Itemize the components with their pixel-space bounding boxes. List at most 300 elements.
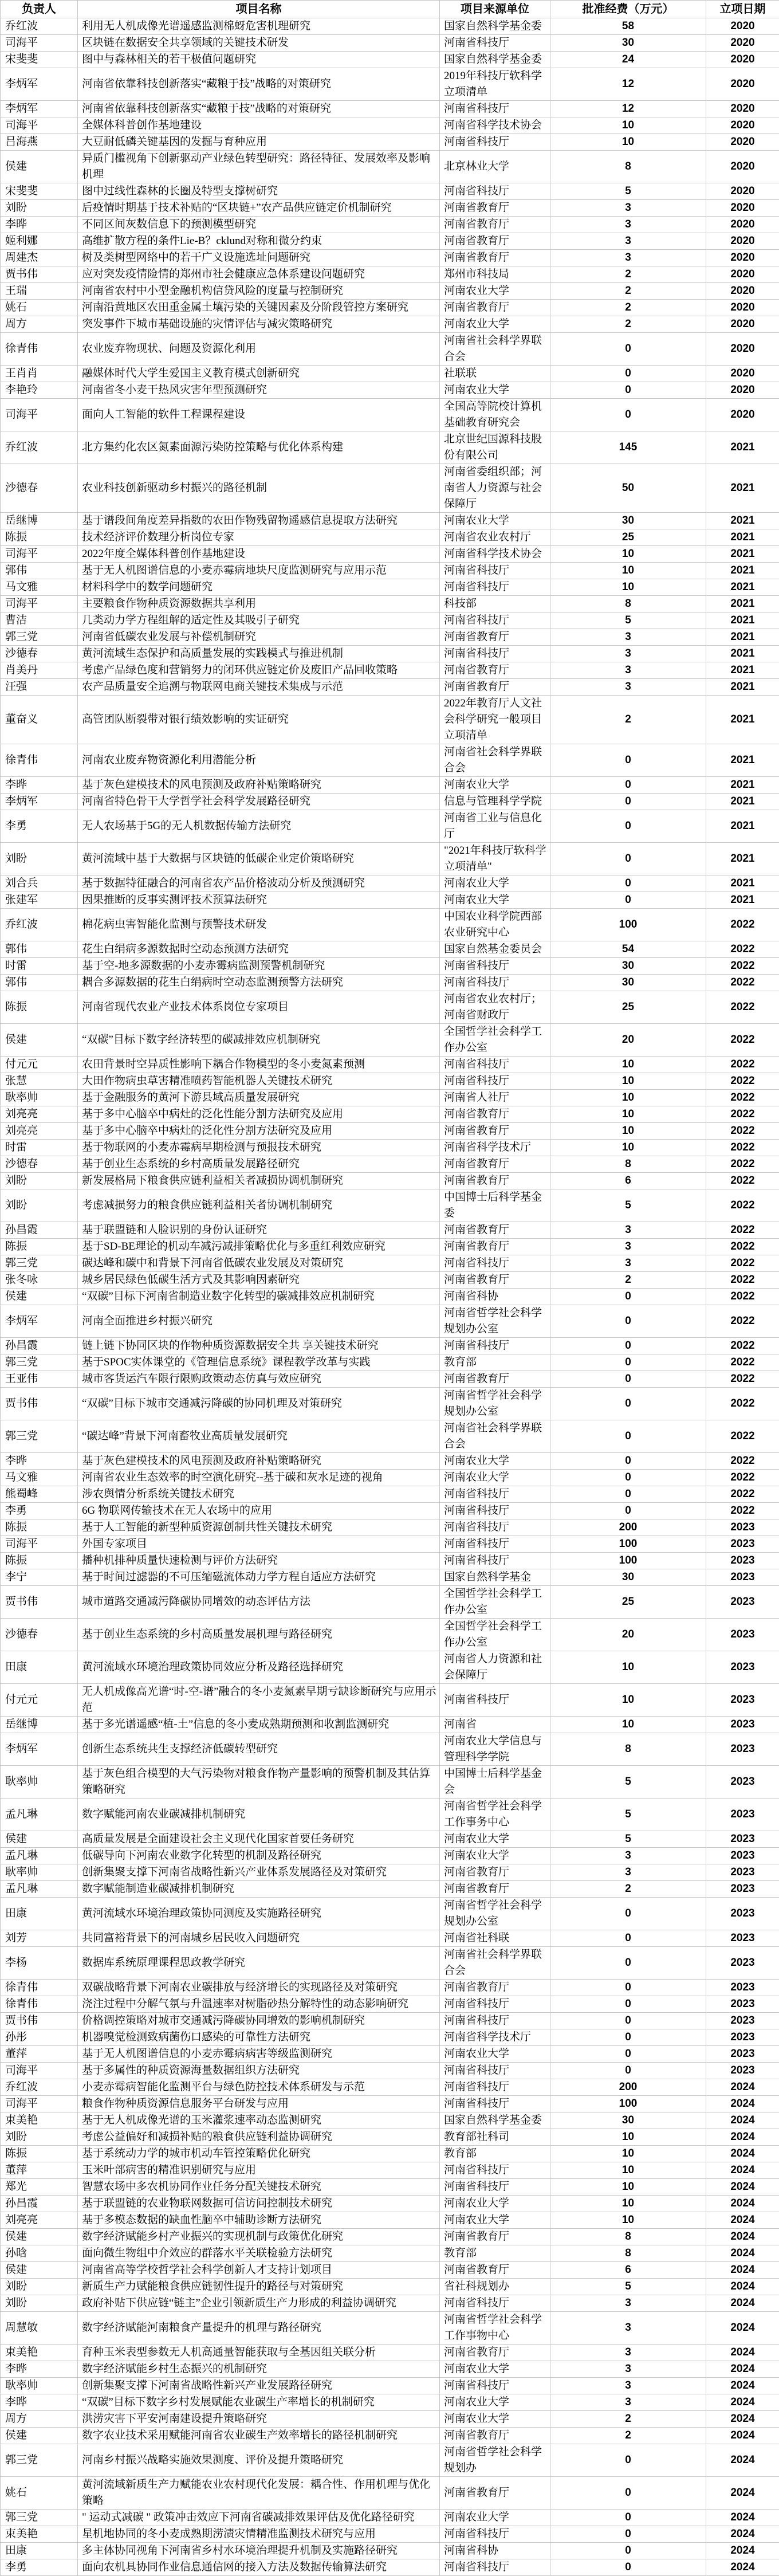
cell-start-date: 2020	[706, 300, 779, 316]
cell-start-date: 2023	[706, 1980, 779, 1996]
table-row	[1, 2229, 779, 2245]
cell-person: 郭三党	[1, 629, 78, 646]
cell-person: 李宁	[1, 1569, 78, 1586]
cell-start-date: 2022	[706, 1371, 779, 1388]
cell-approved-funding: 0	[550, 2046, 706, 2063]
cell-project-name: 河南沿黄地区农田重金属土壤污染的关键因素及分阶段管控方案研究	[78, 300, 440, 316]
cell-source-unit: 河南省教育厅	[440, 679, 550, 696]
cell-source-unit: 河南省哲学社会科学规划办公室	[440, 1898, 550, 1930]
cell-start-date: 2021	[706, 513, 779, 529]
table-row	[1, 1799, 779, 1831]
table-row	[1, 1717, 779, 1733]
cell-source-unit: 省社科规划办	[440, 2279, 550, 2295]
cell-start-date: 2022	[706, 975, 779, 991]
cell-source-unit: 中国博士后科学基金委	[440, 1189, 550, 1222]
cell-approved-funding: 30	[550, 1569, 706, 1586]
cell-start-date: 2024	[706, 2146, 779, 2162]
cell-project-name: 考虑减损努力的粮食供应链利益相关者协调机制研究	[78, 1189, 440, 1222]
cell-start-date: 2022	[706, 1156, 779, 1173]
cell-source-unit: 河南农业大学	[440, 777, 550, 794]
cell-approved-funding: 3	[550, 1864, 706, 1881]
cell-person: 贾书伟	[1, 1586, 78, 1619]
cell-person: 李晔	[1, 777, 78, 794]
cell-source-unit: 河南省科技厅	[440, 1338, 550, 1354]
cell-start-date: 2021	[706, 875, 779, 892]
table-row	[1, 333, 779, 366]
table-row	[1, 2179, 779, 2196]
cell-approved-funding: 10	[550, 1684, 706, 1717]
cell-person: 时雷	[1, 1140, 78, 1156]
cell-start-date: 2021	[706, 744, 779, 777]
table-row	[1, 1388, 779, 1420]
cell-source-unit: 河南省科协	[440, 2543, 550, 2559]
cell-project-name: 农田背景时空异质性影响下耦合作物模型的冬小麦氮素预测	[78, 1057, 440, 1073]
table-row	[1, 1255, 779, 1272]
cell-start-date: 2023	[706, 2046, 779, 2063]
cell-person: 沙德春	[1, 464, 78, 513]
cell-start-date: 2021	[706, 810, 779, 843]
table-row	[1, 250, 779, 266]
cell-approved-funding: 0	[550, 1371, 706, 1388]
cell-approved-funding: 10	[550, 563, 706, 579]
cell-approved-funding: 0	[550, 810, 706, 843]
cell-project-name: 基于联盟链和人脸识别的身份认证研究	[78, 1222, 440, 1239]
cell-project-name: 基于多中心脑卒中病灶的泛化性能分割方法研究及应用	[78, 1106, 440, 1123]
cell-start-date: 2022	[706, 958, 779, 975]
table-row	[1, 1338, 779, 1354]
cell-approved-funding: 10	[550, 1090, 706, 1106]
cell-approved-funding: 0	[550, 1305, 706, 1338]
cell-source-unit: 河南农业大学	[440, 2212, 550, 2229]
cell-approved-funding: 8	[550, 2245, 706, 2262]
table-row	[1, 2046, 779, 2063]
cell-project-name: 河南省依靠科技创新落实“藏粮于技”战略的对策研究	[78, 68, 440, 101]
cell-approved-funding: 10	[550, 134, 706, 151]
cell-project-name: 因果推断的反事实测评技术预算法研究	[78, 892, 440, 909]
table-row	[1, 975, 779, 991]
cell-person: 束美艳	[1, 2345, 78, 2361]
cell-approved-funding: 3	[550, 629, 706, 646]
table-row	[1, 382, 779, 399]
cell-person: 李勇	[1, 2559, 78, 2576]
cell-start-date: 2021	[706, 596, 779, 612]
cell-source-unit: 河南省科技厅	[440, 958, 550, 975]
cell-source-unit: 河南省教育厅	[440, 1272, 550, 1289]
cell-source-unit: 河南省教育厅	[440, 1371, 550, 1388]
cell-project-name: 基于无人机图谱信息的小麦赤霉病病害等级监测研究	[78, 2046, 440, 2063]
cell-project-name: 基于SPOC实体课堂的《管理信息系统》课程教学改革与实践	[78, 1354, 440, 1371]
cell-approved-funding: 2	[550, 2411, 706, 2428]
cell-start-date: 2020	[706, 35, 779, 52]
cell-person: 陈振	[1, 1553, 78, 1569]
cell-approved-funding: 0	[550, 1453, 706, 1470]
cell-source-unit: 河南省教育厅	[440, 1222, 550, 1239]
table-row	[1, 1733, 779, 1766]
cell-project-name: 播种机排种质量快速检测与评价方法研究	[78, 1553, 440, 1569]
cell-start-date: 2021	[706, 794, 779, 810]
cell-project-name: 机器嗅觉检测致病菌伤口感染的可靠性方法研究	[78, 2029, 440, 2046]
cell-project-name: 河南省低碳农业发展与补偿机制研究	[78, 629, 440, 646]
cell-source-unit: 全国高等院校计算机基础教育研究会	[440, 399, 550, 431]
cell-person: 贾书伟	[1, 266, 78, 283]
cell-source-unit: 中国博士后科学基金会	[440, 1766, 550, 1799]
cell-project-name: 河南省农业生态效率的时空演化研究--基于碳和灰水足迹的视角	[78, 1470, 440, 1486]
cell-approved-funding: 54	[550, 941, 706, 958]
cell-approved-funding: 10	[550, 1073, 706, 1090]
cell-source-unit: 社联联	[440, 366, 550, 382]
cell-project-name: 主要粮食作物种质资源数据共享利用	[78, 596, 440, 612]
cell-person: 侯建	[1, 1289, 78, 1305]
table-body	[1, 18, 779, 2576]
cell-approved-funding: 2	[550, 696, 706, 744]
cell-project-name: 农产品质量安全追溯与物联网电商关键技术集成与示范	[78, 679, 440, 696]
cell-person: 孙昌霞	[1, 1222, 78, 1239]
cell-start-date: 2023	[706, 1996, 779, 2013]
cell-source-unit: 河南省科技厅	[440, 1684, 550, 1717]
cell-approved-funding: 0	[550, 1289, 706, 1305]
table-row	[1, 1553, 779, 1569]
cell-project-name: 无人农场基于5G的无人机数据传输方法研究	[78, 810, 440, 843]
cell-person: 刘芳	[1, 1930, 78, 1947]
cell-approved-funding: 10	[550, 1057, 706, 1073]
cell-person: 王亚伟	[1, 1371, 78, 1388]
cell-start-date: 2024	[706, 2345, 779, 2361]
cell-person: 郭三党	[1, 1354, 78, 1371]
cell-source-unit: 河南省工业与信息化厅	[440, 810, 550, 843]
cell-approved-funding: 30	[550, 513, 706, 529]
cell-project-name: 星机地协同的冬小麦成熟期涝渍灾情精准监测技术研究与应用	[78, 2526, 440, 2543]
cell-start-date: 2022	[706, 1272, 779, 1289]
cell-approved-funding: 3	[550, 2378, 706, 2394]
cell-person: 汪强	[1, 679, 78, 696]
cell-start-date: 2021	[706, 563, 779, 579]
header-start-date: 立项日期	[706, 1, 779, 18]
cell-start-date: 2023	[706, 1848, 779, 1864]
cell-project-name: 数字经济赋能乡村产业振兴的实现机制与政策优化研究	[78, 2229, 440, 2245]
cell-project-name: 黄河流域生态保护和高质量发展的实践模式与推进机制	[78, 646, 440, 662]
table-row	[1, 2543, 779, 2559]
table-row	[1, 875, 779, 892]
cell-source-unit: 河南省社会科学界联合会	[440, 333, 550, 366]
cell-start-date: 2021	[706, 662, 779, 679]
cell-approved-funding: 0	[550, 2013, 706, 2029]
cell-source-unit: 河南农业大学	[440, 316, 550, 333]
cell-approved-funding: 30	[550, 35, 706, 52]
cell-source-unit: 河南省农业农村厅；河南省财政厅	[440, 991, 550, 1024]
cell-project-name: 河南省特色骨干大学哲学社会科学发展路径研究	[78, 794, 440, 810]
cell-person: 李炳军	[1, 101, 78, 117]
cell-project-name: 新质生产力赋能粮食供应链韧性提升的路径与对策研究	[78, 2279, 440, 2295]
cell-source-unit: 河南省科学技术厅	[440, 2029, 550, 2046]
cell-person: 孙晗	[1, 2245, 78, 2262]
table-row	[1, 1519, 779, 1536]
cell-source-unit: 河南农业大学	[440, 382, 550, 399]
cell-source-unit: 河南省科技厅	[440, 1073, 550, 1090]
cell-project-name: 基于灰色组合模型的大气污染物对粮食作物产量影响的预警机制及其估算策略研究	[78, 1766, 440, 1799]
table-row	[1, 579, 779, 596]
table-row	[1, 1503, 779, 1519]
cell-approved-funding: 5	[550, 612, 706, 629]
cell-project-name: 基于灰色建模技术的风电预测及政府补贴策略研究	[78, 777, 440, 794]
header-project-name: 项目名称	[78, 1, 440, 18]
cell-source-unit: 河南省教育厅	[440, 2477, 550, 2510]
cell-person: 孟凡琳	[1, 1799, 78, 1831]
cell-project-name: 育种玉米表型参数无人机高通量智能获取与全基因组关联分析	[78, 2345, 440, 2361]
header-person: 负责人	[1, 1, 78, 18]
table-row	[1, 2262, 779, 2279]
cell-start-date: 2020	[706, 117, 779, 134]
cell-project-name: 基于创业生态系统的乡村高质量发展机理与路径研究	[78, 1619, 440, 1651]
header-source-unit: 项目来源单位	[440, 1, 550, 18]
cell-start-date: 2023	[706, 1569, 779, 1586]
cell-source-unit: 郑州市科技局	[440, 266, 550, 283]
cell-start-date: 2023	[706, 1947, 779, 1980]
cell-source-unit: 河南省	[440, 1717, 550, 1733]
cell-project-name: 花生白绢病多源数据时空动态预测方法研究	[78, 941, 440, 958]
cell-person: 郭伟	[1, 941, 78, 958]
table-row	[1, 183, 779, 200]
cell-approved-funding: 8	[550, 2229, 706, 2245]
table-row	[1, 1371, 779, 1388]
cell-source-unit: 河南农业大学	[440, 2361, 550, 2378]
cell-project-name: 棉花病虫害智能化监测与预警技术研发	[78, 909, 440, 941]
table-row	[1, 2029, 779, 2046]
cell-approved-funding: 10	[550, 2179, 706, 2196]
cell-source-unit: 北京世纪国源科技股份有限公司	[440, 431, 550, 464]
table-row	[1, 1420, 779, 1453]
cell-project-name: 城市客货运汽车限行限购政策动态仿真与效应研究	[78, 1371, 440, 1388]
cell-approved-funding: 3	[550, 2361, 706, 2378]
table-row	[1, 2295, 779, 2312]
cell-source-unit: 河南省科技厅	[440, 2559, 550, 2576]
cell-start-date: 2020	[706, 366, 779, 382]
cell-project-name: 应对突发疫情险情的郑州市社会健康应急体系建设问题研究	[78, 266, 440, 283]
cell-start-date: 2020	[706, 333, 779, 366]
cell-approved-funding: 2	[550, 1272, 706, 1289]
cell-approved-funding: 145	[550, 431, 706, 464]
cell-person: 郭三党	[1, 2510, 78, 2526]
cell-approved-funding: 0	[550, 1470, 706, 1486]
cell-person: 沙德春	[1, 646, 78, 662]
table-row	[1, 892, 779, 909]
table-row	[1, 1140, 779, 1156]
table-row	[1, 366, 779, 382]
cell-source-unit: 河南省教育厅	[440, 1123, 550, 1140]
cell-source-unit: 河南省哲学社会科学规划办	[440, 2444, 550, 2477]
table-row	[1, 1222, 779, 1239]
cell-approved-funding: 0	[550, 843, 706, 875]
cell-project-name: 考虑产品绿色度和营销努力的闭环供应链定价及废旧产品回收策略	[78, 662, 440, 679]
table-row	[1, 1024, 779, 1057]
cell-start-date: 2021	[706, 579, 779, 596]
cell-approved-funding: 2	[550, 1881, 706, 1898]
cell-person: 束美艳	[1, 2112, 78, 2129]
cell-approved-funding: 10	[550, 2129, 706, 2146]
cell-start-date: 2023	[706, 1619, 779, 1651]
cell-source-unit: 河南省教育厅	[440, 200, 550, 217]
cell-start-date: 2020	[706, 183, 779, 200]
cell-start-date: 2021	[706, 546, 779, 563]
cell-person: 刘盼	[1, 843, 78, 875]
cell-person: 张冬咏	[1, 1272, 78, 1289]
cell-person: 贾书伟	[1, 1388, 78, 1420]
cell-approved-funding: 10	[550, 2162, 706, 2179]
cell-project-name: 小麦赤霉病智能化监测平台与绿色防控技术体系研发与示范	[78, 2079, 440, 2096]
cell-project-name: 基于多光谱遥感“植-土”信息的冬小麦成熟期预测和收割监测研究	[78, 1717, 440, 1733]
cell-person: 司海平	[1, 117, 78, 134]
table-row	[1, 629, 779, 646]
cell-start-date: 2021	[706, 777, 779, 794]
cell-approved-funding: 0	[550, 1503, 706, 1519]
cell-start-date: 2024	[706, 2096, 779, 2112]
cell-start-date: 2021	[706, 843, 779, 875]
cell-start-date: 2020	[706, 266, 779, 283]
cell-source-unit: 河南省科技厅	[440, 563, 550, 579]
cell-approved-funding: 0	[550, 1947, 706, 1980]
table-row	[1, 464, 779, 513]
cell-project-name: 创新生态系统共生支撑经济低碳转型研究	[78, 1733, 440, 1766]
cell-start-date: 2024	[706, 2411, 779, 2428]
cell-project-name: 面向农机具协同作业信息通信网的接入方法及数据传输算法研究	[78, 2559, 440, 2576]
cell-person: 司海平	[1, 596, 78, 612]
cell-source-unit: 河南省科学技术协会	[440, 546, 550, 563]
cell-source-unit: 河南农业大学信息与管理科学学院	[440, 1733, 550, 1766]
table-row	[1, 563, 779, 579]
cell-person: 付元元	[1, 1684, 78, 1717]
cell-approved-funding: 0	[550, 2029, 706, 2046]
cell-project-name: 河南乡村振兴战略实施效果测度、评价及提升策略研究	[78, 2444, 440, 2477]
cell-approved-funding: 2	[550, 266, 706, 283]
cell-approved-funding: 25	[550, 991, 706, 1024]
cell-source-unit: 全国哲学社会科学工作办公室	[440, 1586, 550, 1619]
cell-start-date: 2024	[706, 2079, 779, 2096]
cell-source-unit: 河南省教育厅	[440, 1881, 550, 1898]
cell-start-date: 2022	[706, 941, 779, 958]
cell-approved-funding: 5	[550, 2279, 706, 2295]
cell-person: 徐青伟	[1, 744, 78, 777]
cell-approved-funding: 12	[550, 101, 706, 117]
cell-approved-funding: 0	[550, 382, 706, 399]
cell-approved-funding: 2	[550, 283, 706, 300]
cell-approved-funding: 3	[550, 646, 706, 662]
cell-start-date: 2024	[706, 2312, 779, 2345]
cell-approved-funding: 2	[550, 300, 706, 316]
cell-person: 马文雅	[1, 579, 78, 596]
cell-start-date: 2023	[706, 1553, 779, 1569]
cell-source-unit: 河南农业大学	[440, 875, 550, 892]
cell-start-date: 2020	[706, 52, 779, 68]
cell-source-unit: 河南省科技厅	[440, 2526, 550, 2543]
cell-approved-funding: 5	[550, 1189, 706, 1222]
table-row	[1, 2428, 779, 2444]
cell-source-unit: 河南省教育厅	[440, 1980, 550, 1996]
cell-approved-funding: 10	[550, 2196, 706, 2212]
cell-project-name: 数据库系统原理课程思政教学研究	[78, 1947, 440, 1980]
cell-project-name: 基于金融服务的黄河下游县域高质量发展研究	[78, 1090, 440, 1106]
cell-person: 徐青伟	[1, 333, 78, 366]
cell-start-date: 2023	[706, 1831, 779, 1848]
cell-start-date: 2024	[706, 2112, 779, 2129]
cell-person: 王肖肖	[1, 366, 78, 382]
cell-start-date: 2022	[706, 1106, 779, 1123]
cell-project-name: “碳达峰”背景下河南畜牧业高质量发展研究	[78, 1420, 440, 1453]
cell-approved-funding: 12	[550, 68, 706, 101]
cell-approved-funding: 10	[550, 1140, 706, 1156]
cell-start-date: 2020	[706, 101, 779, 117]
cell-source-unit: 河南省科技厅	[440, 2378, 550, 2394]
table-row	[1, 1947, 779, 1980]
cell-approved-funding: 6	[550, 2262, 706, 2279]
cell-approved-funding: 30	[550, 958, 706, 975]
cell-project-name: 浇注过程中分解气氛与升温速率对树脂砂热分解特性的动态影响研究	[78, 1996, 440, 2013]
table-row	[1, 2112, 779, 2129]
cell-project-name: 区块链在数据安全共享领域的关键技术研发	[78, 35, 440, 52]
cell-source-unit: 河南省科技厅	[440, 35, 550, 52]
cell-source-unit: 河南省科技厅	[440, 1553, 550, 1569]
cell-start-date: 2023	[706, 2029, 779, 2046]
cell-approved-funding: 0	[550, 1898, 706, 1930]
cell-source-unit: 河南省教育厅	[440, 1864, 550, 1881]
cell-start-date: 2020	[706, 18, 779, 35]
cell-source-unit: 河南省科技厅	[440, 975, 550, 991]
cell-person: 张建军	[1, 892, 78, 909]
cell-approved-funding: 0	[550, 1930, 706, 1947]
cell-start-date: 2022	[706, 1189, 779, 1222]
cell-start-date: 2024	[706, 2295, 779, 2312]
cell-approved-funding: 100	[550, 909, 706, 941]
cell-start-date: 2024	[706, 2378, 779, 2394]
cell-source-unit: 河南省科技厅	[440, 2096, 550, 2112]
cell-approved-funding: 200	[550, 2079, 706, 2096]
cell-approved-funding: 3	[550, 233, 706, 250]
table-row	[1, 2245, 779, 2262]
cell-source-unit: 河南农业大学	[440, 513, 550, 529]
cell-approved-funding: 0	[550, 2543, 706, 2559]
cell-person: 贾书伟	[1, 2013, 78, 2029]
cell-person: 侯建	[1, 1024, 78, 1057]
table-row	[1, 2146, 779, 2162]
cell-person: 周方	[1, 2411, 78, 2428]
cell-start-date: 2023	[706, 1898, 779, 1930]
cell-source-unit: 河南省科技厅	[440, 612, 550, 629]
cell-project-name: 河南省依靠科技创新落实“藏粮于技”战略的对策研究	[78, 101, 440, 117]
cell-start-date: 2024	[706, 2229, 779, 2245]
cell-approved-funding: 5	[550, 1799, 706, 1831]
table-row	[1, 2378, 779, 2394]
cell-start-date: 2022	[706, 1140, 779, 1156]
cell-project-name: 河南农业废弃物资源化利用潜能分析	[78, 744, 440, 777]
cell-person: 司海平	[1, 1536, 78, 1553]
cell-source-unit: 河南省教育厅	[440, 1239, 550, 1255]
cell-approved-funding: 5	[550, 183, 706, 200]
cell-person: 郭伟	[1, 975, 78, 991]
cell-person: 陈振	[1, 991, 78, 1024]
cell-approved-funding: 3	[550, 1255, 706, 1272]
cell-project-name: 基于空-地多源数据的小麦赤霉病监测预警机制研究	[78, 958, 440, 975]
cell-person: 宋斐斐	[1, 183, 78, 200]
cell-approved-funding: 10	[550, 1123, 706, 1140]
cell-start-date: 2021	[706, 646, 779, 662]
cell-approved-funding: 0	[550, 777, 706, 794]
cell-start-date: 2024	[706, 2428, 779, 2444]
cell-source-unit: 河南省科技厅	[440, 1503, 550, 1519]
cell-source-unit: 河南农业大学	[440, 2411, 550, 2428]
cell-approved-funding: 0	[550, 1996, 706, 2013]
cell-source-unit: 河南农业大学	[440, 1831, 550, 1848]
cell-approved-funding: 0	[550, 2559, 706, 2576]
table-row	[1, 1106, 779, 1123]
cell-source-unit: 国家自然科学基金委	[440, 52, 550, 68]
